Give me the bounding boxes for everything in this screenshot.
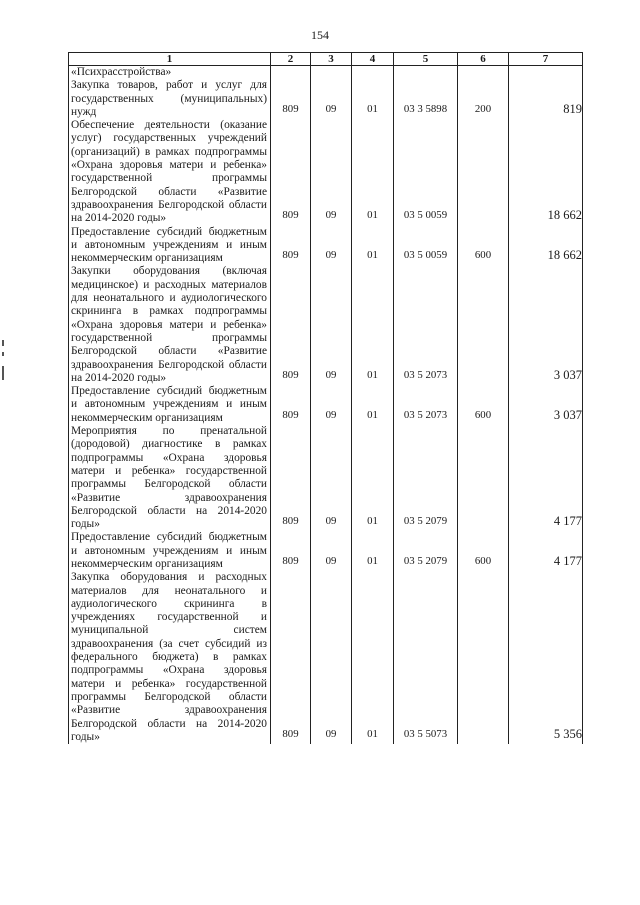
- row-subsection-code: 01: [352, 571, 394, 744]
- row-subsection-code: 01: [352, 119, 394, 225]
- margin-binding-mark: [2, 352, 4, 356]
- row-description: Мероприятия по пренатальной (дородовой) диагностике в рамках подпрограммы «Охрана здоровья матери и ребенка» государственной программы Белгородской области «Развитие здравоохранения Белгородской области на 2014-2020 годы»: [69, 425, 271, 531]
- column-header: 4: [352, 53, 394, 66]
- row-target-article: 03 5 0059: [394, 226, 458, 266]
- row-subsection-code: 01: [352, 265, 394, 385]
- row-expense-type: [458, 119, 509, 225]
- row-subsection-code: 01: [352, 425, 394, 531]
- row-section-code: 09: [311, 531, 352, 571]
- row-subsection-code: 01: [352, 531, 394, 571]
- row-expense-type: 200: [458, 66, 509, 120]
- row-grbs-code: 809: [271, 66, 311, 120]
- row-subsection-code: 01: [352, 226, 394, 266]
- row-amount: 18 662: [509, 119, 583, 225]
- row-amount: 819: [509, 66, 583, 120]
- row-expense-type: [458, 571, 509, 744]
- row-grbs-code: 809: [271, 385, 311, 425]
- table-row: [69, 226, 583, 266]
- row-subsection-code: 01: [352, 66, 394, 120]
- table-row: [69, 571, 583, 744]
- margin-binding-mark: [2, 366, 4, 380]
- row-description: Предоставление субсидий бюджетным и автономным учреждениям и иным некоммерческим организациям: [69, 385, 271, 425]
- table-row: [69, 265, 583, 385]
- page-number: 154: [311, 28, 329, 42]
- row-section-code: 09: [311, 425, 352, 531]
- table-row: [69, 385, 583, 425]
- row-grbs-code: 809: [271, 226, 311, 266]
- row-description: Закупка оборудования и расходных материалов для неонатального и аудиологического скрининга в учреждениях государственной и муниципальной систем здравоохранения (за счет субсидий из федерального бюджета) в рамках подпрограммы «Охрана здоровья матери и ребенка» государственной программы Белгородской области «Развитие здравоохранения Белгородской области на 2014-2020 годы»: [69, 571, 271, 744]
- margin-binding-mark: [2, 340, 4, 346]
- row-expense-type: [458, 265, 509, 385]
- row-amount: 4 177: [509, 531, 583, 571]
- row-section-code: 09: [311, 119, 352, 225]
- column-header: 1: [69, 53, 271, 66]
- row-target-article: 03 5 2073: [394, 385, 458, 425]
- table-row: [69, 531, 583, 571]
- row-expense-type: 600: [458, 385, 509, 425]
- row-target-article: 03 5 0059: [394, 119, 458, 225]
- row-subsection-code: 01: [352, 385, 394, 425]
- row-description: Предоставление субсидий бюджетным и автономным учреждениям и иным некоммерческим организациям: [69, 226, 271, 266]
- row-target-article: 03 5 5073: [394, 571, 458, 744]
- row-grbs-code: 809: [271, 531, 311, 571]
- row-target-article: 03 5 2079: [394, 531, 458, 571]
- row-grbs-code: 809: [271, 265, 311, 385]
- column-header: 2: [271, 53, 311, 66]
- row-target-article: 03 5 2073: [394, 265, 458, 385]
- row-grbs-code: 809: [271, 119, 311, 225]
- row-section-code: 09: [311, 265, 352, 385]
- table-row: [69, 119, 583, 225]
- row-expense-type: 600: [458, 531, 509, 571]
- row-description: Обеспечение деятельности (оказание услуг) государственных учреждений (организаций) в рамках подпрограммы «Охрана здоровья матери и ребенка» государственной программы Белгородской области «Развитие здравоохранения Белгородской области на 2014-2020 годы»: [69, 119, 271, 225]
- row-expense-type: [458, 425, 509, 531]
- table-row: [69, 425, 583, 531]
- row-description: «Психрасстройства» Закупка товаров, работ и услуг для государственных (муниципальных) нужд: [69, 66, 271, 120]
- row-amount: 5 356: [509, 571, 583, 744]
- column-header: 5: [394, 53, 458, 66]
- row-amount: 3 037: [509, 265, 583, 385]
- column-header: 3: [311, 53, 352, 66]
- table-header-row: [69, 53, 583, 66]
- row-amount: 18 662: [509, 226, 583, 266]
- column-header: 6: [458, 53, 509, 66]
- budget-table: [68, 52, 583, 744]
- row-section-code: 09: [311, 385, 352, 425]
- row-target-article: 03 3 5898: [394, 66, 458, 120]
- row-section-code: 09: [311, 66, 352, 120]
- row-amount: 4 177: [509, 425, 583, 531]
- row-amount: 3 037: [509, 385, 583, 425]
- row-grbs-code: 809: [271, 425, 311, 531]
- column-header: 7: [509, 53, 583, 66]
- row-target-article: 03 5 2079: [394, 425, 458, 531]
- table-row: [69, 66, 583, 120]
- row-expense-type: 600: [458, 226, 509, 266]
- row-section-code: 09: [311, 226, 352, 266]
- row-description: Предоставление субсидий бюджетным и автономным учреждениям и иным некоммерческим организациям: [69, 531, 271, 571]
- row-section-code: 09: [311, 571, 352, 744]
- row-description: Закупки оборудования (включая медицинское) и расходных материалов для неонатального и аудиологического скрининга в рамках подпрограммы «Охрана здоровья матери и ребенка» государственной программы Белгородской области «Развитие здравоохранения Белгородской области на 2014-2020 годы»: [69, 265, 271, 385]
- row-grbs-code: 809: [271, 571, 311, 744]
